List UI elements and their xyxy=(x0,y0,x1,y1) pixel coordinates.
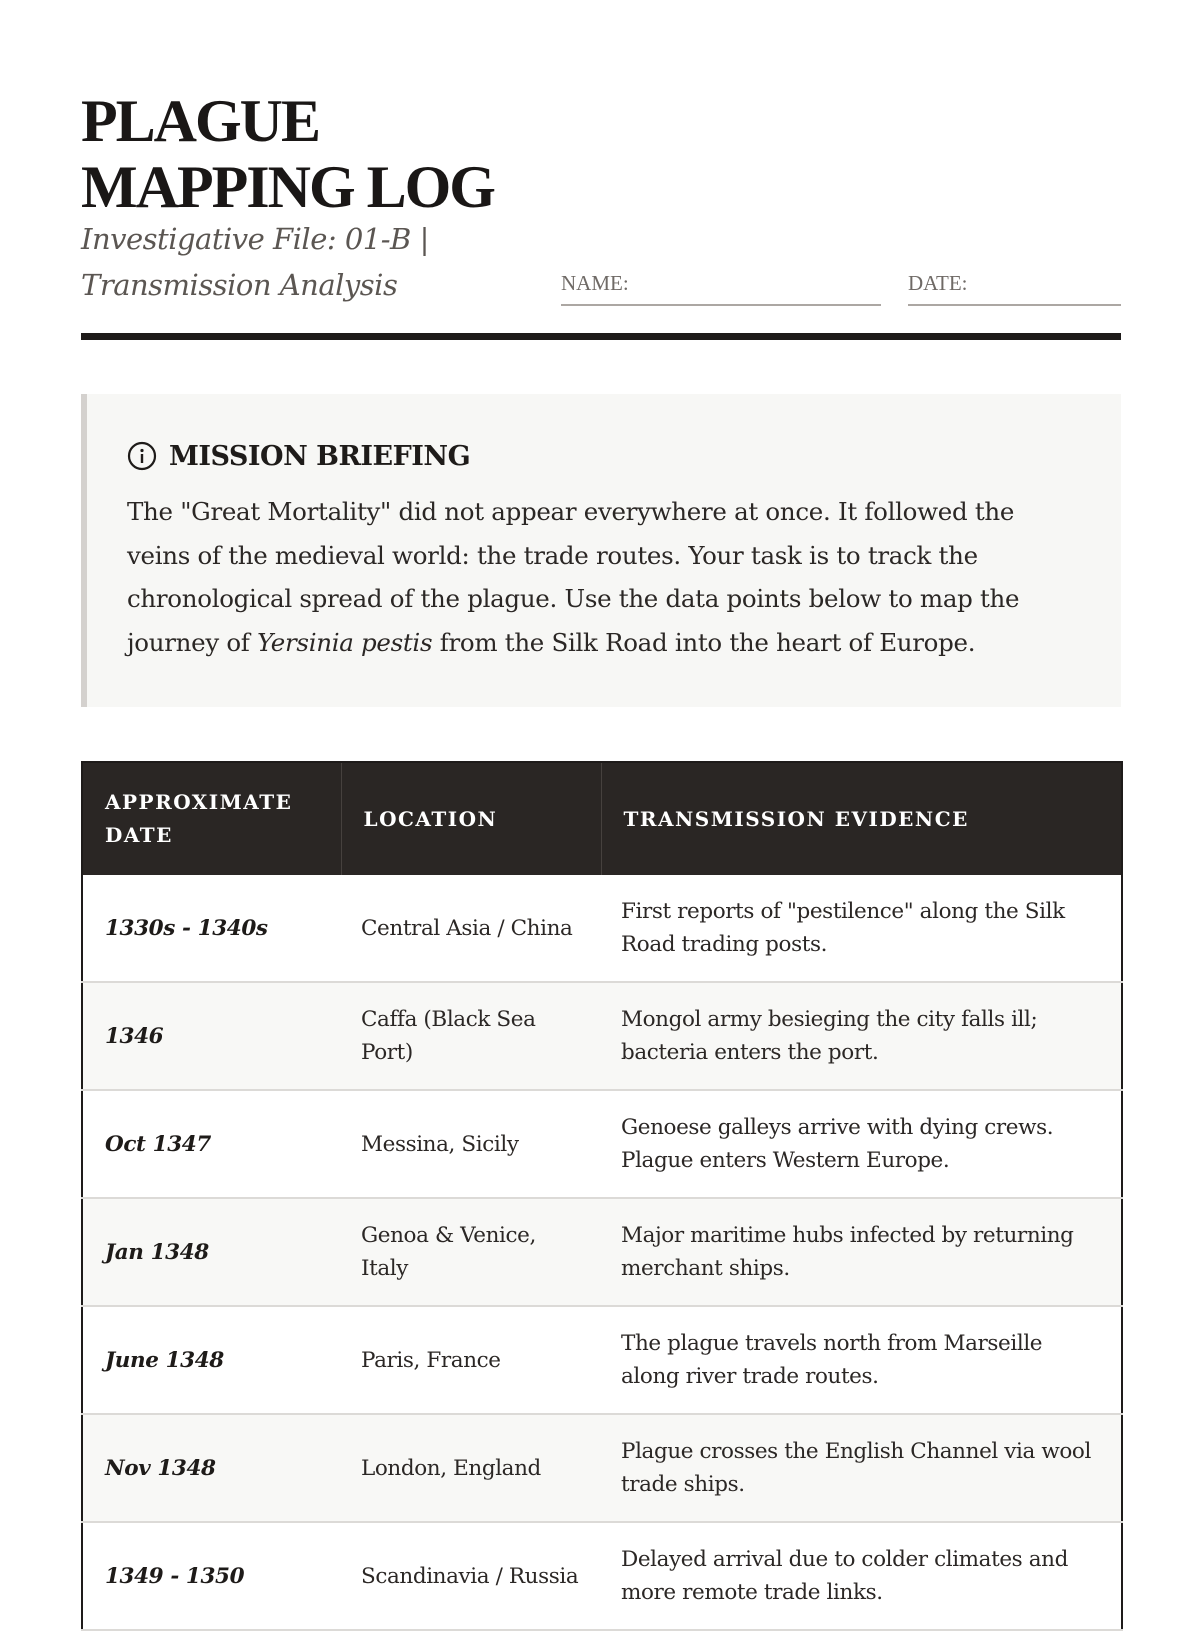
location-cell: Caffa (Black Sea Port) xyxy=(341,982,601,1090)
name-field[interactable] xyxy=(561,268,881,306)
page-subtitle xyxy=(81,216,521,308)
briefing-title: MISSION BRIEFING xyxy=(169,440,471,472)
subtitle-line-1: Investigative File: 01-B | xyxy=(81,222,429,256)
evidence-cell: First reports of "pestilence" along the Silk Road trading posts. xyxy=(601,875,1122,982)
column-header-evidence: TRANSMISSION EVIDENCE xyxy=(601,762,1122,875)
table-row xyxy=(82,1090,1122,1198)
header-divider xyxy=(81,333,1121,340)
name-label: NAME: xyxy=(561,271,629,295)
briefing-text-part: The "Great Mortality" did not appear everywhere at once. It followed the veins of the medieval world: the trade routes. Your task is to track the chronological spread of the plague. Use the data points below to map the journey of xyxy=(127,497,1020,657)
briefing-header xyxy=(127,436,1081,476)
evidence-cell: Mongol army besieging the city falls ill; bacteria enters the port. xyxy=(601,982,1122,1090)
title-line-1: PLAGUE xyxy=(81,88,320,154)
info-circle-icon xyxy=(127,441,157,471)
title-line-2: MAPPING LOG xyxy=(81,154,494,220)
transmission-table xyxy=(81,761,1123,1631)
table-row xyxy=(82,1306,1122,1414)
date-cell: June 1348 xyxy=(82,1306,341,1414)
page-title xyxy=(81,88,601,220)
evidence-cell: The plague travels north from Marseille along river trade routes. xyxy=(601,1306,1122,1414)
date-label: DATE: xyxy=(908,271,968,295)
date-field[interactable] xyxy=(908,268,1121,306)
table-header-row xyxy=(82,762,1122,875)
location-cell: Messina, Sicily xyxy=(341,1090,601,1198)
date-cell: 1330s - 1340s xyxy=(82,875,341,982)
column-header-date: APPROXIMATE DATE xyxy=(82,762,341,875)
table-row xyxy=(82,982,1122,1090)
species-name: Yersinia pestis xyxy=(257,627,433,657)
evidence-cell: Major maritime hubs infected by returning merchant ships. xyxy=(601,1198,1122,1306)
table-row xyxy=(82,875,1122,982)
briefing-text xyxy=(127,490,1081,664)
location-cell: London, England xyxy=(341,1414,601,1522)
mission-briefing xyxy=(81,394,1121,707)
table-row xyxy=(82,1414,1122,1522)
subtitle-line-2: Transmission Analysis xyxy=(81,268,398,302)
date-cell: Oct 1347 xyxy=(82,1090,341,1198)
date-cell: Nov 1348 xyxy=(82,1414,341,1522)
date-cell: 1346 xyxy=(82,982,341,1090)
briefing-text-part: from the Silk Road into the heart of Europe. xyxy=(432,627,976,657)
table-row xyxy=(82,1522,1122,1630)
table-row xyxy=(82,1198,1122,1306)
column-header-location: LOCATION xyxy=(341,762,601,875)
location-cell: Scandinavia / Russia xyxy=(341,1522,601,1630)
location-cell: Paris, France xyxy=(341,1306,601,1414)
evidence-cell: Plague crosses the English Channel via wool trade ships. xyxy=(601,1414,1122,1522)
evidence-cell: Delayed arrival due to colder climates and more remote trade links. xyxy=(601,1522,1122,1630)
location-cell: Central Asia / China xyxy=(341,875,601,982)
location-cell: Genoa & Venice, Italy xyxy=(341,1198,601,1306)
evidence-cell: Genoese galleys arrive with dying crews. Plague enters Western Europe. xyxy=(601,1090,1122,1198)
date-cell: Jan 1348 xyxy=(82,1198,341,1306)
date-cell: 1349 - 1350 xyxy=(82,1522,341,1630)
